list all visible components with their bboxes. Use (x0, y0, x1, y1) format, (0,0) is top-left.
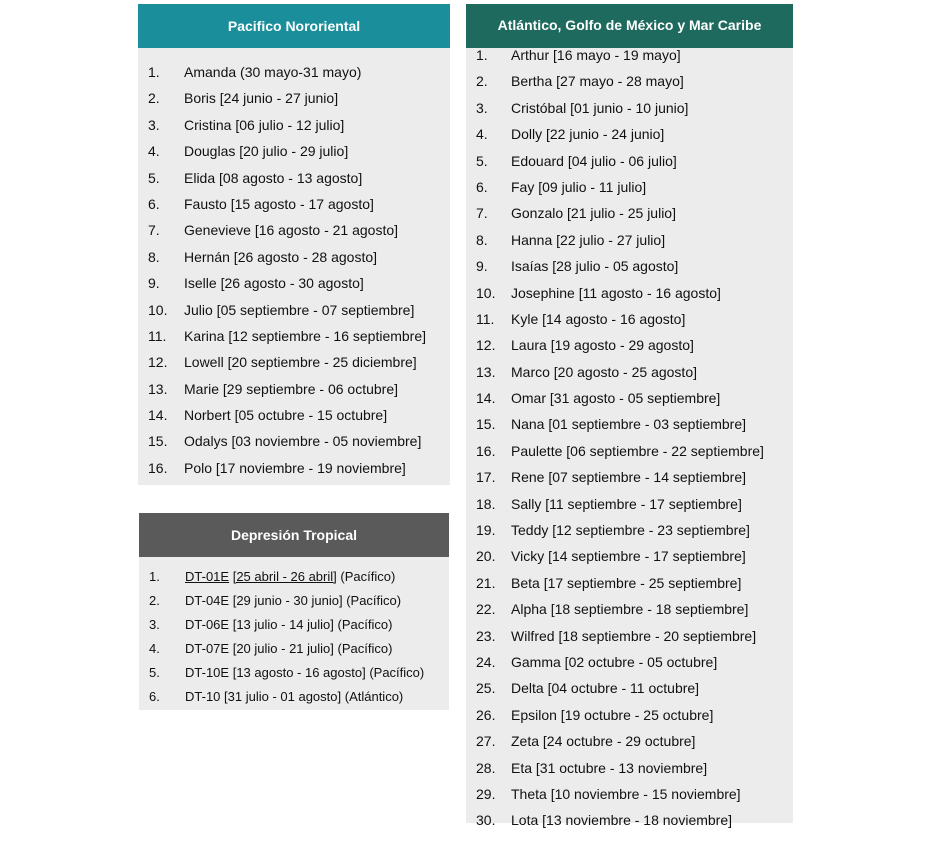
depression-name: DT-06E (185, 617, 230, 632)
item-number: 20. (476, 548, 496, 565)
item-number: 12. (148, 354, 168, 371)
atlantico-title: Atlántico, Golfo de México y Mar Caribe (466, 4, 793, 48)
depression-basin: (Pacífico) (337, 641, 393, 656)
item-number: 1. (149, 569, 160, 584)
depression-basin: (Pacífico) (369, 665, 425, 680)
item-text: Odalys [03 noviembre - 05 noviembre] (184, 433, 422, 450)
item-number: 3. (149, 617, 160, 632)
depresion-title: Depresión Tropical (139, 513, 449, 557)
item-text: Iselle [26 agosto - 30 agosto] (184, 275, 364, 292)
depression-basin: (Pacífico) (346, 593, 402, 608)
item-number: 6. (149, 689, 160, 704)
item-number: 3. (476, 99, 488, 116)
item-text: Cristóbal [01 junio - 10 junio] (511, 99, 689, 116)
item-text: Karina [12 septiembre - 16 septiembre] (184, 327, 427, 344)
item-text: Lota [13 noviembre - 18 noviembre] (511, 812, 733, 829)
depression-dates: [13 agosto - 16 agosto] (232, 665, 366, 680)
item-text: Paulette [06 septiembre - 22 septiembre] (511, 442, 764, 459)
item-text: Elida [08 agosto - 13 agosto] (184, 169, 363, 186)
item-number: 7. (148, 222, 160, 239)
item-text (185, 567, 395, 587)
item-text: Josephine [11 agosto - 16 agosto] (511, 284, 721, 301)
item-text: Fausto [15 agosto - 17 agosto] (184, 195, 374, 212)
item-number: 8. (476, 231, 488, 248)
depression-name: DT-04E (185, 593, 230, 608)
depresion-panel (139, 513, 449, 710)
item-text (185, 639, 392, 659)
item-number: 5. (149, 665, 160, 680)
item-number: 12. (476, 337, 496, 354)
atlantico-list-body (466, 47, 793, 829)
item-number: 8. (148, 248, 160, 265)
item-text: Boris [24 junio - 27 junio] (184, 90, 339, 107)
item-number: 2. (476, 73, 488, 90)
item-text: Marie [29 septiembre - 06 octubre] (184, 380, 398, 397)
depression-name: DT-07E (185, 641, 230, 656)
item-number: 16. (476, 442, 496, 459)
item-number: 5. (148, 169, 160, 186)
depression-dates: [13 julio - 14 julio] (232, 617, 334, 632)
depression-name: DT-01E (185, 569, 230, 584)
item-number: 7. (476, 205, 488, 222)
depression-basin: (Pacífico) (337, 617, 393, 632)
item-number: 28. (476, 759, 496, 776)
item-text: Nana [01 septiembre - 03 septiembre] (511, 416, 747, 433)
item-text: Dolly [22 junio - 24 junio] (511, 126, 665, 143)
item-text: Arthur [16 mayo - 19 mayo] (511, 47, 681, 63)
depression-dates: [31 julio - 01 agosto] (224, 689, 342, 704)
item-number: 1. (476, 47, 488, 63)
item-number: 4. (476, 126, 488, 143)
item-number: 9. (476, 258, 488, 275)
item-text: Edouard [04 julio - 06 julio] (511, 152, 677, 169)
item-text: Kyle [14 agosto - 16 agosto] (511, 310, 686, 327)
item-text: Omar [31 agosto - 05 septiembre] (511, 390, 721, 407)
depression-dates: [25 abril - 26 abril] (232, 569, 337, 584)
item-text: Wilfred [18 septiembre - 20 septiembre] (511, 627, 757, 644)
item-number: 13. (476, 363, 496, 380)
item-text: Sally [11 septiembre - 17 septiembre] (511, 495, 742, 512)
item-number: 29. (476, 785, 496, 802)
item-number: 18. (476, 495, 496, 512)
item-text: Bertha [27 mayo - 28 mayo] (511, 73, 684, 90)
item-number: 6. (476, 178, 488, 195)
item-text: Zeta [24 octubre - 29 octubre] (511, 733, 696, 750)
item-text: Epsilon [19 octubre - 25 octubre] (511, 706, 714, 723)
item-text: Norbert [05 octubre - 15 octubre] (184, 407, 388, 424)
item-number: 23. (476, 627, 496, 644)
item-text: Gamma [02 octubre - 05 octubre] (511, 653, 718, 670)
item-text: Cristina [06 julio - 12 julio] (184, 116, 345, 133)
item-text: Theta [10 noviembre - 15 noviembre] (511, 785, 741, 802)
item-number: 25. (476, 680, 496, 697)
item-number: 5. (476, 152, 488, 169)
depression-name: DT-10E (185, 665, 230, 680)
item-text (185, 663, 424, 683)
item-text: Hanna [22 julio - 27 julio] (511, 231, 666, 248)
item-text: Lowell [20 septiembre - 25 diciembre] (184, 354, 417, 371)
item-text: Beta [17 septiembre - 25 septiembre] (511, 574, 742, 591)
item-text: Delta [04 octubre - 11 octubre] (511, 680, 700, 697)
depression-name: DT-10 (185, 689, 221, 704)
depression-basin: (Atlántico) (344, 689, 404, 704)
item-number: 14. (148, 407, 168, 424)
item-text: Amanda (30 mayo-31 mayo) (184, 64, 362, 80)
item-number: 6. (148, 195, 160, 212)
item-text: Vicky [14 septiembre - 17 septiembre] (511, 548, 746, 565)
item-text: Douglas [20 julio - 29 julio] (184, 143, 349, 160)
item-number: 4. (149, 641, 160, 656)
item-number: 21. (476, 574, 496, 591)
item-number: 26. (476, 706, 496, 723)
item-text: Rene [07 septiembre - 14 septiembre] (511, 469, 747, 486)
depression-dates: [20 julio - 21 julio] (232, 641, 334, 656)
pacifico-title: Pacifico Nororiental (138, 4, 450, 48)
item-text (185, 615, 392, 635)
item-text: Isaías [28 julio - 05 agosto] (511, 258, 679, 275)
pacifico-panel (138, 4, 450, 485)
depresion-list-body (139, 557, 449, 710)
item-number: 11. (148, 327, 167, 344)
atlantico-panel (466, 4, 793, 829)
item-number: 17. (476, 469, 496, 486)
item-number: 30. (476, 812, 496, 829)
item-number: 10. (148, 301, 168, 318)
item-number: 2. (149, 593, 160, 608)
item-number: 13. (148, 380, 168, 397)
item-text: Alpha [18 septiembre - 18 septiembre] (511, 601, 749, 618)
item-number: 11. (476, 310, 495, 327)
item-text: Julio [05 septiembre - 07 septiembre] (184, 301, 415, 318)
item-number: 2. (148, 90, 160, 107)
item-text: Hernán [26 agosto - 28 agosto] (184, 248, 378, 265)
item-number: 22. (476, 601, 496, 618)
item-number: 14. (476, 390, 496, 407)
item-number: 4. (148, 143, 160, 160)
item-text (185, 591, 401, 611)
item-number: 24. (476, 653, 496, 670)
item-number: 16. (148, 459, 168, 476)
item-number: 10. (476, 284, 496, 301)
item-text: Eta [31 octubre - 13 noviembre] (511, 759, 708, 776)
item-number: 19. (476, 522, 496, 539)
item-text: Fay [09 julio - 11 julio] (511, 178, 647, 195)
item-number: 15. (148, 433, 168, 450)
item-number: 27. (476, 733, 496, 750)
item-number: 9. (148, 275, 160, 292)
item-text (185, 687, 403, 707)
item-text: Genevieve [16 agosto - 21 agosto] (184, 222, 399, 239)
item-text: Marco [20 agosto - 25 agosto] (511, 363, 697, 380)
pacifico-list-body (138, 48, 450, 485)
depression-dates: [29 junio - 30 junio] (232, 593, 343, 608)
item-text: Polo [17 noviembre - 19 noviembre] (184, 459, 406, 476)
item-text: Gonzalo [21 julio - 25 julio] (511, 205, 676, 222)
item-number: 15. (476, 416, 496, 433)
depression-basin: (Pacífico) (340, 569, 396, 584)
item-number: 1. (148, 64, 160, 80)
item-text: Laura [19 agosto - 29 agosto] (511, 337, 694, 354)
item-number: 3. (148, 116, 160, 133)
item-text: Teddy [12 septiembre - 23 septiembre] (511, 522, 750, 539)
